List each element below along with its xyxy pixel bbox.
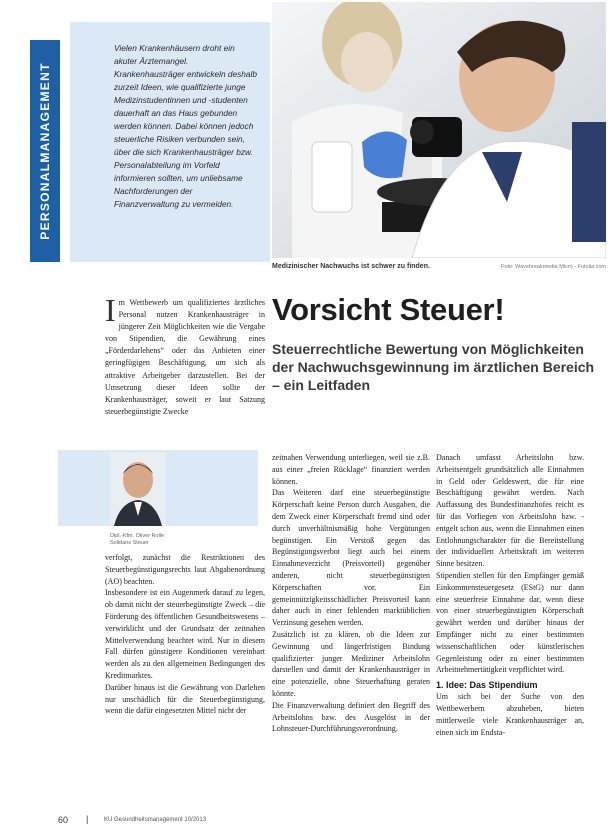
body-column-3 xyxy=(436,452,584,738)
photo-caption-row xyxy=(272,263,606,277)
photo-credit: Foto: Wavebreakmedia Micro - Fotolia.com xyxy=(501,264,606,270)
paragraph: Danach umfasst Arbeitslohn bzw. Arbeitsentgelt grundsätzlich alle Einnahmen in Geld oder Geldeswert, die für eine Beschäftigung gewährt werden. Nach Auffassung des Bundesfinanzhofes reicht es für das Vorliegen von Arbeitslohn bzw. -entgelt schon aus, wenn die Einnahmen einen Entlohnungscharakter für die Bereitstellung der individuellen Arbeitskraft im weiteren Sinne besitzen. xyxy=(436,453,584,569)
photo-caption: Medizinischer Nachwuchs ist schwer zu finden. xyxy=(272,263,430,270)
author-portrait-illustration xyxy=(110,452,166,526)
article-photo xyxy=(272,2,606,258)
teaser-text: Vielen Krankenhäusern droht ein akuter Ärztemangel. Krankenhausträger entwickeln deshalb zurzeit Ideen, wie qualifizierte junge Medizinstudentinnen und -studenten dauerhaft an das Haus gebunden werden können. Dabei können jedoch steuerliche Risiken verbunden sein, über die sich Krankenhausträger bzw. Personalabteilung im Vorfeld informieren sollten, um unliebsame Nachforderungen der Finanzverwaltung zu vermeiden. xyxy=(114,43,257,209)
page-number: 60 xyxy=(58,815,69,825)
intro-text: m Wettbewerb um qualifiziertes ärztliches Personal nutzen Krankenhausträger in jüngerer Zeit Möglichkeiten wie die Vergabe von Stipendien, die Gewährung eines „Förderdarlehens“ oder das Anbieten einer geringfügigen Beschäftigung, um sich als attraktive Arbeitgeber darzustellen. Bei der Umsetzung dieser Ideen sollte der Krankenhausträger, soweit er laut Satzung steuerbegünstigte Zwecke xyxy=(105,298,265,416)
body-column-2 xyxy=(272,452,430,735)
author-name: Dipl.-Kfm. Oliver Rolle xyxy=(110,533,165,539)
paragraph: verfolgt, zunächst die Restriktionen des Steuerbegünstigungsrechts laut Abgabenordnung (AO) beachten. xyxy=(105,553,265,586)
paragraph: Darüber hinaus ist die Gewährung von Darlehen nur unschädlich für die Steuerbegünstigung, wenn die dafür eingesetzten Mittel nicht der xyxy=(105,682,265,716)
author-caption xyxy=(110,533,250,547)
paragraph: Um sich bei der Suche von den Wettbewerbern abzuheben, bieten mittlerweile viele Krankenhausträger an, einen sich im Endsta- xyxy=(436,692,584,737)
author-affiliation: Solidaris Steuer xyxy=(110,540,149,546)
paragraph: Zusätzlich ist zu klären, ob die Ideen zur Gewinnung und längerfristigen Bindung qualifizierter junger Mediziner Arbeitslohn darstellen und damit der Krankenhausträger in eine potenzielle, ohne Steuerhaftung geraten könnte. xyxy=(272,629,430,698)
publication-name: KU Gesundheitsmanagement 10/2013 xyxy=(104,817,207,823)
paragraph: Insbesondere ist ein Augenmerk darauf zu legen, ob damit nicht der steuerbegünstigte Zweck – die Förderung des öffentlichen Gesundheitswesens – verwirklicht und der Grundsatz der zeitnahen Mittelverwendung beachtet wird. Nur in diesem Fall dürfen günstigere Konditionen vereinbart werden als zu den allgemeinen Bedingungen des Kreditmarktes. xyxy=(105,588,265,680)
footer-separator: | xyxy=(86,814,89,824)
body-column-1 xyxy=(105,552,265,717)
teaser-box xyxy=(70,22,270,262)
section-heading: 1. Idee: Das Stipendium xyxy=(436,680,538,691)
paragraph: Die Finanzverwaltung definiert den Begriff des Arbeitslohns bzw. des Ausgelöst in der Lohnsteuer-Durchführungsverordnung. xyxy=(272,700,430,734)
article-headline: Vorsicht Steuer! xyxy=(272,292,505,327)
author-portrait xyxy=(110,452,166,526)
intro-paragraph xyxy=(105,292,265,447)
section-label-text: PERSONALMANAGEMENT xyxy=(38,62,52,240)
drop-cap: I xyxy=(105,292,116,328)
section-label xyxy=(30,40,60,262)
paragraph: Stipendien stellen für den Empfänger gemäß Einkommensteuergesetz (EStG) nur dann eine steuerfreie Einnahme dar, wenn diese von einer steuerbegünstigten Körperschaft gewährt werden und darüber hinaus der Empfänger nicht zu einer bestimmten wissenschaftlichen oder künstlerischen Gegenleistung oder zu einer bestimmten Arbeitnehmertätigkeit verpflichtet wird. xyxy=(436,570,584,675)
paragraph: Das Weiteren darf eine steuerbegünstigte Körperschaft keine Person durch Ausgaben, die dem Zweck einer Körperschaft fremd sind oder durch unverhältnismäßig hohe Vergütungen begünstigen. Ein Verstoß gegen das Begünstigungsverbot liegt auch bei einem Einnahmeverzicht (Preisvorteil) gegenüber anderen, nicht steuerbegünstigten Körperschaften vor. Ein gemeinnützigkeitsschädlicher Preisvorteil kann daher auch in einer fehlenden marktüblichen Verzinsung gesehen werden. xyxy=(272,488,430,628)
page-footer xyxy=(58,815,578,829)
article-subheadline: Steuerrechtliche Bewertung von Möglichkeiten der Nachwuchsgewinnung im ärztlichen Bereich – ein Leitfaden xyxy=(272,341,595,393)
paragraph: zeitnahen Verwendung unterliegen, weil sie z.B. aus einer „freien Rücklage“ finanziert werden können. xyxy=(272,453,430,486)
lab-scene-illustration xyxy=(272,2,606,258)
